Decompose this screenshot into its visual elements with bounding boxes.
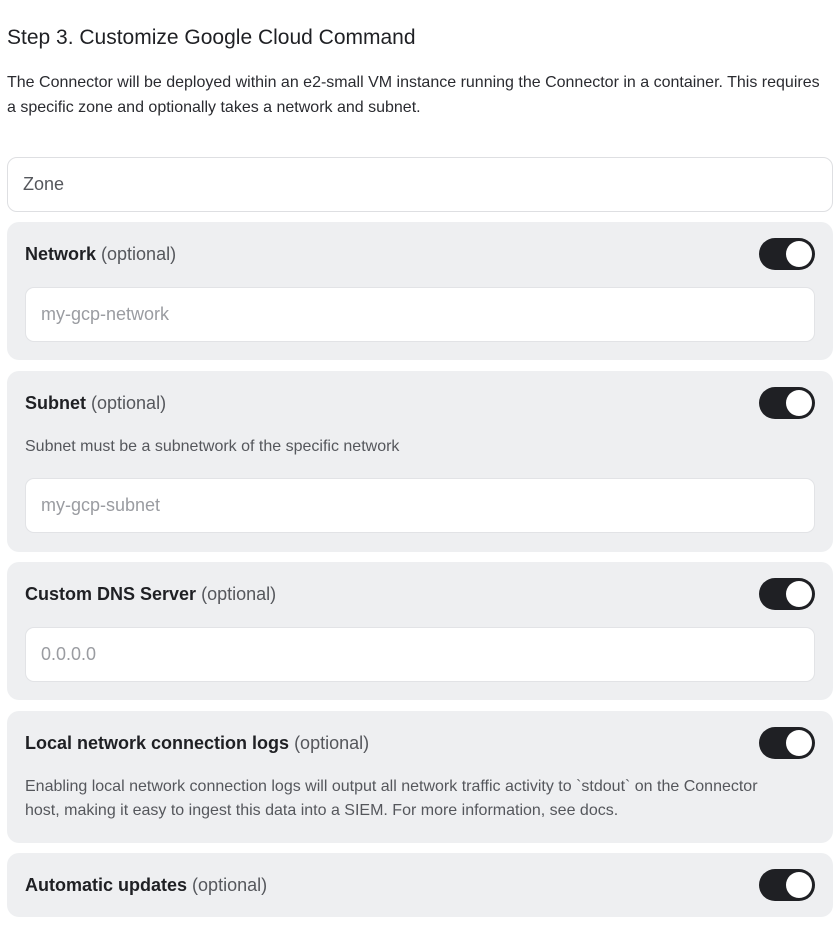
- optional-label: (optional): [91, 393, 167, 413]
- dns-toggle[interactable]: [759, 578, 815, 610]
- zone-input[interactable]: Zone: [7, 157, 833, 212]
- dns-title: [25, 584, 276, 605]
- optional-label: (optional): [201, 584, 277, 604]
- step-heading: Step 3. Customize Google Cloud Command: [7, 26, 416, 49]
- logs-description: Enabling local network connection logs will output all network traffic activity to `stdout` on the Connector host, making it easy to ingest this data into a SIEM. For more information, see docs.: [25, 778, 758, 819]
- network-title: [25, 244, 176, 265]
- dns-input[interactable]: 0.0.0.0: [25, 627, 815, 682]
- updates-title: [25, 875, 267, 896]
- subnet-input[interactable]: my-gcp-subnet: [25, 478, 815, 533]
- network-toggle[interactable]: [759, 238, 815, 270]
- subnet-panel: [7, 371, 833, 552]
- subnet-description: Subnet must be a subnetwork of the specific network: [25, 438, 400, 455]
- dns-label: Custom DNS Server: [25, 584, 197, 604]
- logs-label: Local network connection logs: [25, 733, 290, 753]
- network-panel: [7, 222, 833, 360]
- network-label: Network: [25, 244, 97, 264]
- updates-toggle[interactable]: [759, 869, 815, 901]
- subnet-toggle[interactable]: [759, 387, 815, 419]
- logs-title: [25, 733, 369, 754]
- dns-panel: [7, 562, 833, 700]
- intro-text: The Connector will be deployed within an e2-small VM instance running the Connector in a container. This requires a specific zone and optionally takes a network and subnet.: [7, 74, 820, 116]
- optional-label: (optional): [101, 244, 177, 264]
- network-input[interactable]: my-gcp-network: [25, 287, 815, 342]
- optional-label: (optional): [192, 875, 268, 895]
- optional-label: (optional): [294, 733, 370, 753]
- subnet-label: Subnet: [25, 393, 86, 413]
- logs-panel: [7, 711, 833, 843]
- updates-panel: [7, 853, 833, 917]
- subnet-title: [25, 393, 166, 414]
- updates-label: Automatic updates: [25, 875, 188, 895]
- logs-toggle[interactable]: [759, 727, 815, 759]
